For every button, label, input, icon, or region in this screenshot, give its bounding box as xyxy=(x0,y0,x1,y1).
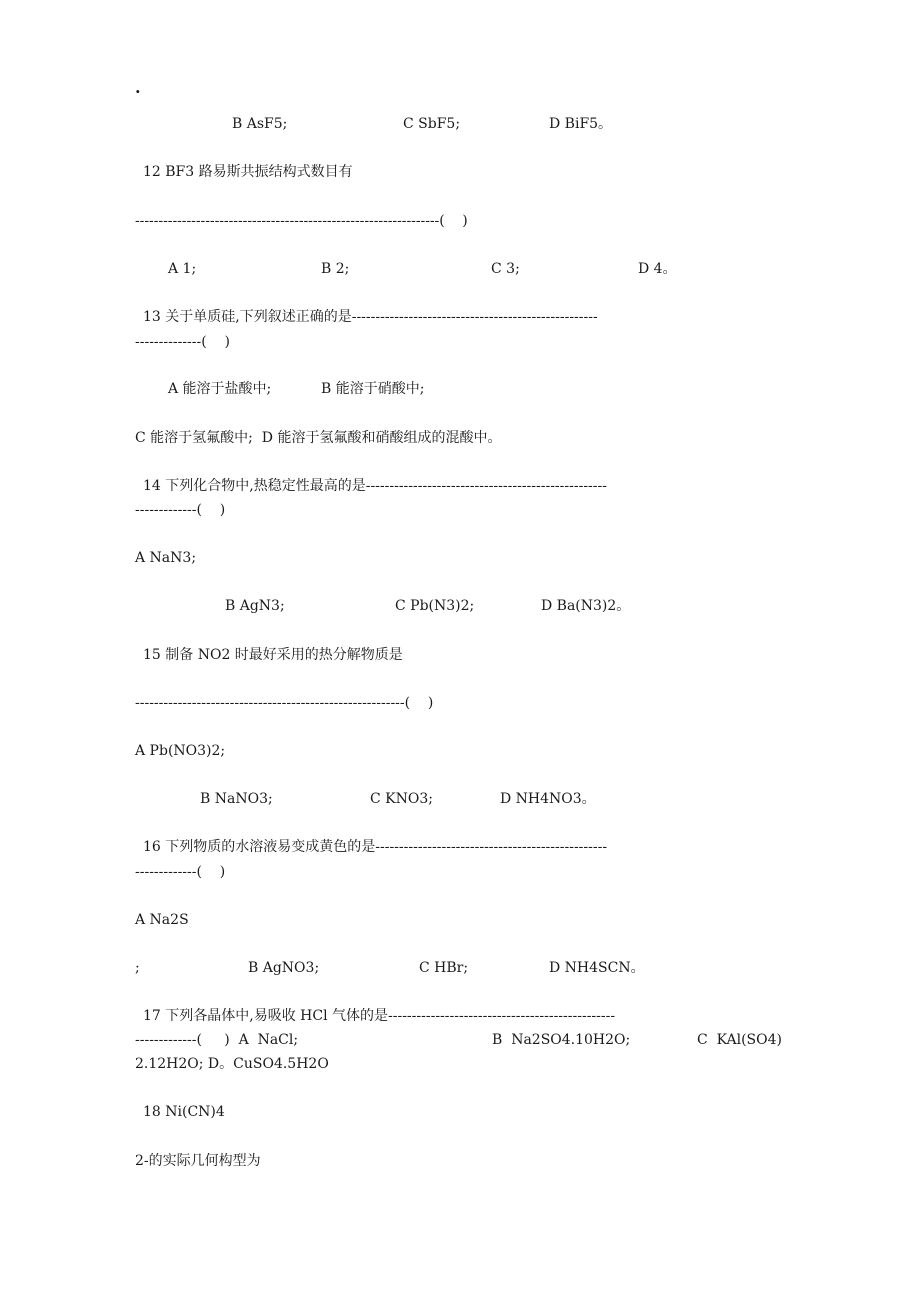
q15-option-c: C KNO3; xyxy=(370,791,433,807)
q16-option-d: D NH4SCN。 xyxy=(549,960,645,976)
q15-option-d: D NH4NO3。 xyxy=(500,791,596,807)
q15-option-a: A Pb(NO3)2; xyxy=(135,743,226,759)
q12-option-d: D 4。 xyxy=(638,261,677,277)
q14-option-c: C Pb(N3)2; xyxy=(395,598,475,614)
q12-option-c: C 3; xyxy=(491,261,520,277)
q13-option-b: B 能溶于硝酸中; xyxy=(321,381,425,397)
q14-option-b: B AgN3; xyxy=(225,598,285,614)
q16-answer-blank: -------------( ) xyxy=(135,864,226,880)
q14-answer-blank: -------------( ) xyxy=(135,502,226,518)
q12-option-b: B 2; xyxy=(321,261,350,277)
q15-stem: 15 制备 NO2 时最好采用的热分解物质是 xyxy=(143,647,403,663)
q17-answer-blank-and-option-a: -------------( ) A NaCl; xyxy=(135,1032,299,1048)
q13-stem: 13 关于单质硅,下列叙述正确的是---------------------------------------------------- xyxy=(143,309,598,325)
q14-option-d: D Ba(N3)2。 xyxy=(541,598,631,614)
q16-stem: 16 下列物质的水溶液易变成黄色的是------------------------------------------------- xyxy=(143,839,608,855)
q17-option-c-cont-and-d: 2.12H2O; D。CuSO4.5H2O xyxy=(135,1056,329,1072)
q15-option-b: B NaNO3; xyxy=(200,791,273,807)
q14-stem: 14 下列化合物中,热稳定性最高的是--------------------------------------------------- xyxy=(143,478,607,494)
q18-stem-cont: 2-的实际几何构型为 xyxy=(135,1153,261,1169)
q13-options-cd: C 能溶于氢氟酸中; D 能溶于氢氟酸和硝酸组成的混酸中。 xyxy=(135,430,502,446)
q16-option-c: C HBr; xyxy=(419,960,469,976)
q12-stem: 12 BF3 路易斯共振结构式数目有 xyxy=(143,164,353,180)
q11-option-c: C SbF5; xyxy=(403,116,461,132)
q11-option-b: B AsF5; xyxy=(232,116,288,132)
q13-option-a: A 能溶于盐酸中; xyxy=(168,381,272,397)
q12-answer-blank: -----------------------------------------------------------------( ) xyxy=(135,213,468,229)
q16-option-a: A Na2S xyxy=(135,912,189,928)
q17-option-c: C KAl(SO4) xyxy=(697,1032,782,1048)
q14-option-a: A NaN3; xyxy=(135,550,197,566)
q17-option-b: B Na2SO4.10H2O; xyxy=(492,1032,631,1048)
q17-stem: 17 下列各晶体中,易吸收 HCl 气体的是------------------------------------------------ xyxy=(143,1008,616,1024)
q11-option-d: D BiF5。 xyxy=(549,116,613,132)
stray-dot: . xyxy=(135,78,141,97)
q12-option-a: A 1; xyxy=(168,261,197,277)
q16-option-b: B AgNO3; xyxy=(248,960,320,976)
q16-option-a-punct: ; xyxy=(135,960,140,976)
q18-stem: 18 Ni(CN)4 xyxy=(143,1104,225,1120)
q13-answer-blank: --------------( ) xyxy=(135,334,230,350)
q15-answer-blank: ---------------------------------------------------------( ) xyxy=(135,695,434,711)
